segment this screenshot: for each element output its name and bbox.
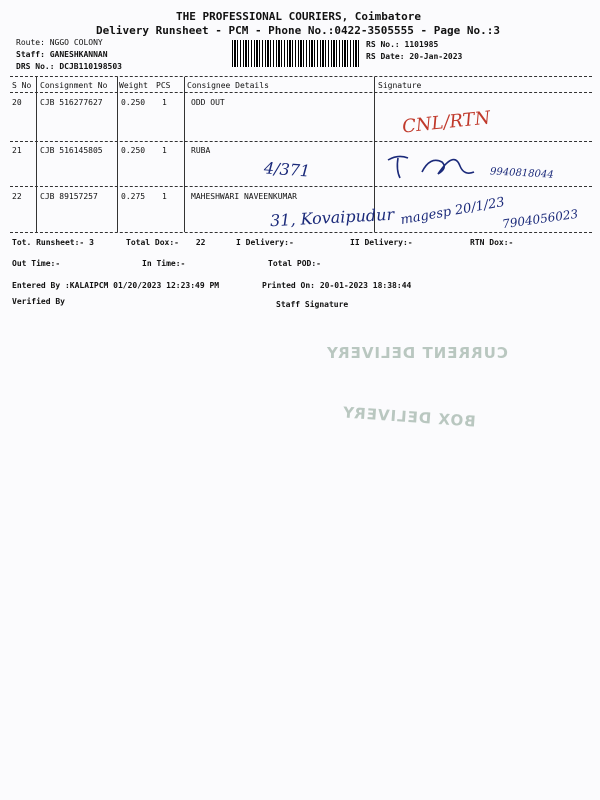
out-time-label: Out Time:- <box>12 259 61 268</box>
ii-delivery-label: II Delivery:- <box>350 238 413 247</box>
row1-signature: CNL/RTN <box>401 107 492 138</box>
staff-signature: Staff Signature <box>276 300 349 309</box>
tot-runsheet <box>12 238 94 247</box>
staff-label: Staff: <box>16 50 45 59</box>
rs-date-label: RS Date: <box>366 52 405 61</box>
table-header-rule <box>10 92 592 93</box>
header-consignee: Consignee Details <box>187 81 269 90</box>
row2-signature-scribble <box>382 146 492 186</box>
i-delivery-label: I Delivery:- <box>236 238 294 247</box>
route-value: NGGO COLONY <box>49 38 103 47</box>
row3-consignment: CJB 89157257 <box>40 192 98 201</box>
current-delivery-stamp: CURRENT DELIVERY <box>326 344 508 362</box>
rtn-dox-label: RTN Dox:- <box>470 238 514 247</box>
total-pod-label: Total POD:- <box>268 259 321 268</box>
drs-label: DRS No.: <box>16 62 55 71</box>
row2-consignee: RUBA <box>191 146 211 155</box>
row3-sno: 22 <box>12 192 22 201</box>
header-signature: Signature <box>378 81 422 90</box>
tot-runsheet-value: 3 <box>89 238 94 247</box>
row2-signature-phone: 9940818044 <box>489 166 554 181</box>
verified-by: Verified By <box>12 297 65 306</box>
header-weight: Weight <box>119 81 148 90</box>
route-label: Route: <box>16 38 45 47</box>
row-divider <box>10 141 592 142</box>
row3-pcs: 1 <box>162 192 167 201</box>
rs-date-info <box>366 52 462 61</box>
printed-on <box>262 281 411 290</box>
rs-date-value: 20-Jan-2023 <box>409 52 463 61</box>
row-divider <box>10 186 592 187</box>
total-dox-value: 22 <box>195 238 206 247</box>
row2-weight: 0.250 <box>121 146 146 155</box>
row3-consignee: MAHESHWARI NAVEENKUMAR <box>191 192 297 201</box>
row2-handwritten-note: 4/371 <box>263 158 311 181</box>
header-pcs: PCS <box>156 81 171 90</box>
header-consignment: Consignment No <box>40 81 108 90</box>
row2-sno: 21 <box>12 146 22 155</box>
table-bottom-rule <box>10 232 592 233</box>
row2-pcs: 1 <box>162 146 167 155</box>
table-top-rule <box>10 76 592 77</box>
column-divider <box>117 77 118 232</box>
drs-info <box>16 62 122 71</box>
entered-by-value: KALAIPCM 01/20/2023 12:23:49 PM <box>69 281 220 290</box>
entered-by-label: Entered By : <box>12 281 70 290</box>
rs-no-info <box>366 40 438 49</box>
row3-signature: magesp 20/1/23 <box>399 194 506 229</box>
drs-value: DCJB110198503 <box>59 62 122 71</box>
row3-weight: 0.275 <box>121 192 146 201</box>
column-divider <box>184 77 185 232</box>
rs-no-value: 1101985 <box>404 40 439 49</box>
company-name: THE PROFESSIONAL COURIERS, Coimbatore <box>176 10 422 23</box>
in-time-label: In Time:- <box>142 259 186 268</box>
row1-sno: 20 <box>12 98 22 107</box>
row1-consignment: CJB 516277627 <box>40 98 103 107</box>
tot-runsheet-label: Tot. Runsheet:- <box>12 238 85 247</box>
printed-on-value: 20-01-2023 18:38:44 <box>319 281 412 290</box>
total-dox-label: Total Dox:- <box>126 238 179 247</box>
total-dox <box>126 238 205 247</box>
column-divider <box>36 77 37 232</box>
row3-signature-phone: 7904056023 <box>501 206 579 232</box>
entered-by <box>12 281 219 290</box>
row2-consignment: CJB 516145805 <box>40 146 103 155</box>
row1-consignee: ODD OUT <box>191 98 225 107</box>
row3-handwritten-note: 31, Kovaipudur <box>269 204 395 231</box>
row1-pcs: 1 <box>162 98 167 107</box>
runsheet-title: Delivery Runsheet - PCM - Phone No.:0422-3505555 - Page No.:3 <box>96 24 500 37</box>
staff-value: GANESHKANNAN <box>49 50 108 59</box>
barcode <box>232 40 360 67</box>
printed-on-label: Printed On: <box>262 281 315 290</box>
box-delivery-stamp: BOX DELIVERY <box>341 403 477 431</box>
header-sno: S No <box>12 81 32 90</box>
rs-no-label: RS No.: <box>366 40 400 49</box>
staff-info <box>16 50 108 59</box>
route-info <box>16 38 103 47</box>
row1-weight: 0.250 <box>121 98 146 107</box>
